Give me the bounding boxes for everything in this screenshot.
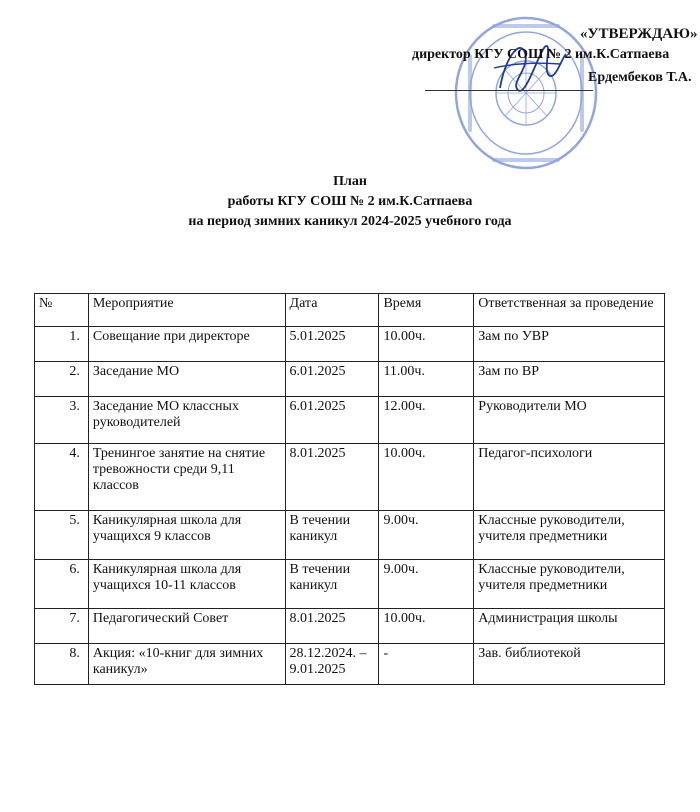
cell-date: В течении каникул	[285, 560, 379, 609]
cell-event: Совещание при директоре	[88, 327, 285, 362]
table-row	[35, 644, 665, 685]
cell-num: 8.	[35, 644, 89, 685]
cell-event: Педагогический Совет	[88, 609, 285, 644]
table-row	[35, 560, 665, 609]
cell-time: 10.00ч.	[379, 444, 474, 511]
cell-date: 6.01.2025	[285, 397, 379, 444]
approval-name: Ердембеков Т.А.	[588, 70, 692, 85]
cell-date: В течении каникул	[285, 511, 379, 560]
cell-num: 2.	[35, 362, 89, 397]
header-event: Мероприятие	[88, 294, 285, 327]
approval-position: директор КГУ СОШ № 2 им.К.Сатпаева	[412, 47, 670, 62]
table-row	[35, 327, 665, 362]
cell-event: Каникулярная школа для учащихся 10-11 классов	[88, 560, 285, 609]
cell-num: 3.	[35, 397, 89, 444]
header-responsible: Ответственная за проведение	[474, 294, 665, 327]
cell-responsible: Зав. библиотекой	[474, 644, 665, 685]
cell-responsible: Классные руководители, учителя предметники	[474, 511, 665, 560]
doc-title: План	[333, 174, 367, 189]
cell-event: Тренингое занятие на снятие тревожности среди 9,11 классов	[88, 444, 285, 511]
doc-period: на период зимних каникул 2024-2025 учебного года	[188, 214, 512, 229]
table-row	[35, 444, 665, 511]
cell-num: 7.	[35, 609, 89, 644]
cell-time: 10.00ч.	[379, 609, 474, 644]
cell-time: 10.00ч.	[379, 327, 474, 362]
cell-responsible: Администрация школы	[474, 609, 665, 644]
cell-date: 8.01.2025	[285, 444, 379, 511]
cell-time: 12.00ч.	[379, 397, 474, 444]
approval-heading: «УТВЕРЖДАЮ»	[580, 26, 698, 42]
cell-time: -	[379, 644, 474, 685]
cell-event: Заседание МО классных руководителей	[88, 397, 285, 444]
cell-date: 28.12.2024. – 9.01.2025	[285, 644, 379, 685]
cell-date: 5.01.2025	[285, 327, 379, 362]
cell-responsible: Педагог-психологи	[474, 444, 665, 511]
cell-time: 9.00ч.	[379, 511, 474, 560]
cell-event: Акция: «10-книг для зимних каникул»	[88, 644, 285, 685]
cell-date: 8.01.2025	[285, 609, 379, 644]
plan-table	[34, 293, 665, 685]
header-num: №	[35, 294, 89, 327]
cell-time: 9.00ч.	[379, 560, 474, 609]
director-signature-icon	[480, 28, 570, 108]
table-row	[35, 511, 665, 560]
table-row	[35, 397, 665, 444]
cell-num: 6.	[35, 560, 89, 609]
cell-time: 11.00ч.	[379, 362, 474, 397]
signature-line	[425, 90, 593, 91]
cell-num: 5.	[35, 511, 89, 560]
table-header-row	[35, 294, 665, 327]
cell-event: Каникулярная школа для учащихся 9 классов	[88, 511, 285, 560]
header-time: Время	[379, 294, 474, 327]
table-row	[35, 362, 665, 397]
cell-responsible: Классные руководители, учителя предметники	[474, 560, 665, 609]
doc-subtitle: работы КГУ СОШ № 2 им.К.Сатпаева	[227, 194, 473, 209]
cell-date: 6.01.2025	[285, 362, 379, 397]
table-row	[35, 609, 665, 644]
cell-responsible: Руководители МО	[474, 397, 665, 444]
cell-num: 1.	[35, 327, 89, 362]
cell-num: 4.	[35, 444, 89, 511]
cell-responsible: Зам по ВР	[474, 362, 665, 397]
cell-event: Заседание МО	[88, 362, 285, 397]
header-date: Дата	[285, 294, 379, 327]
cell-responsible: Зам по УВР	[474, 327, 665, 362]
